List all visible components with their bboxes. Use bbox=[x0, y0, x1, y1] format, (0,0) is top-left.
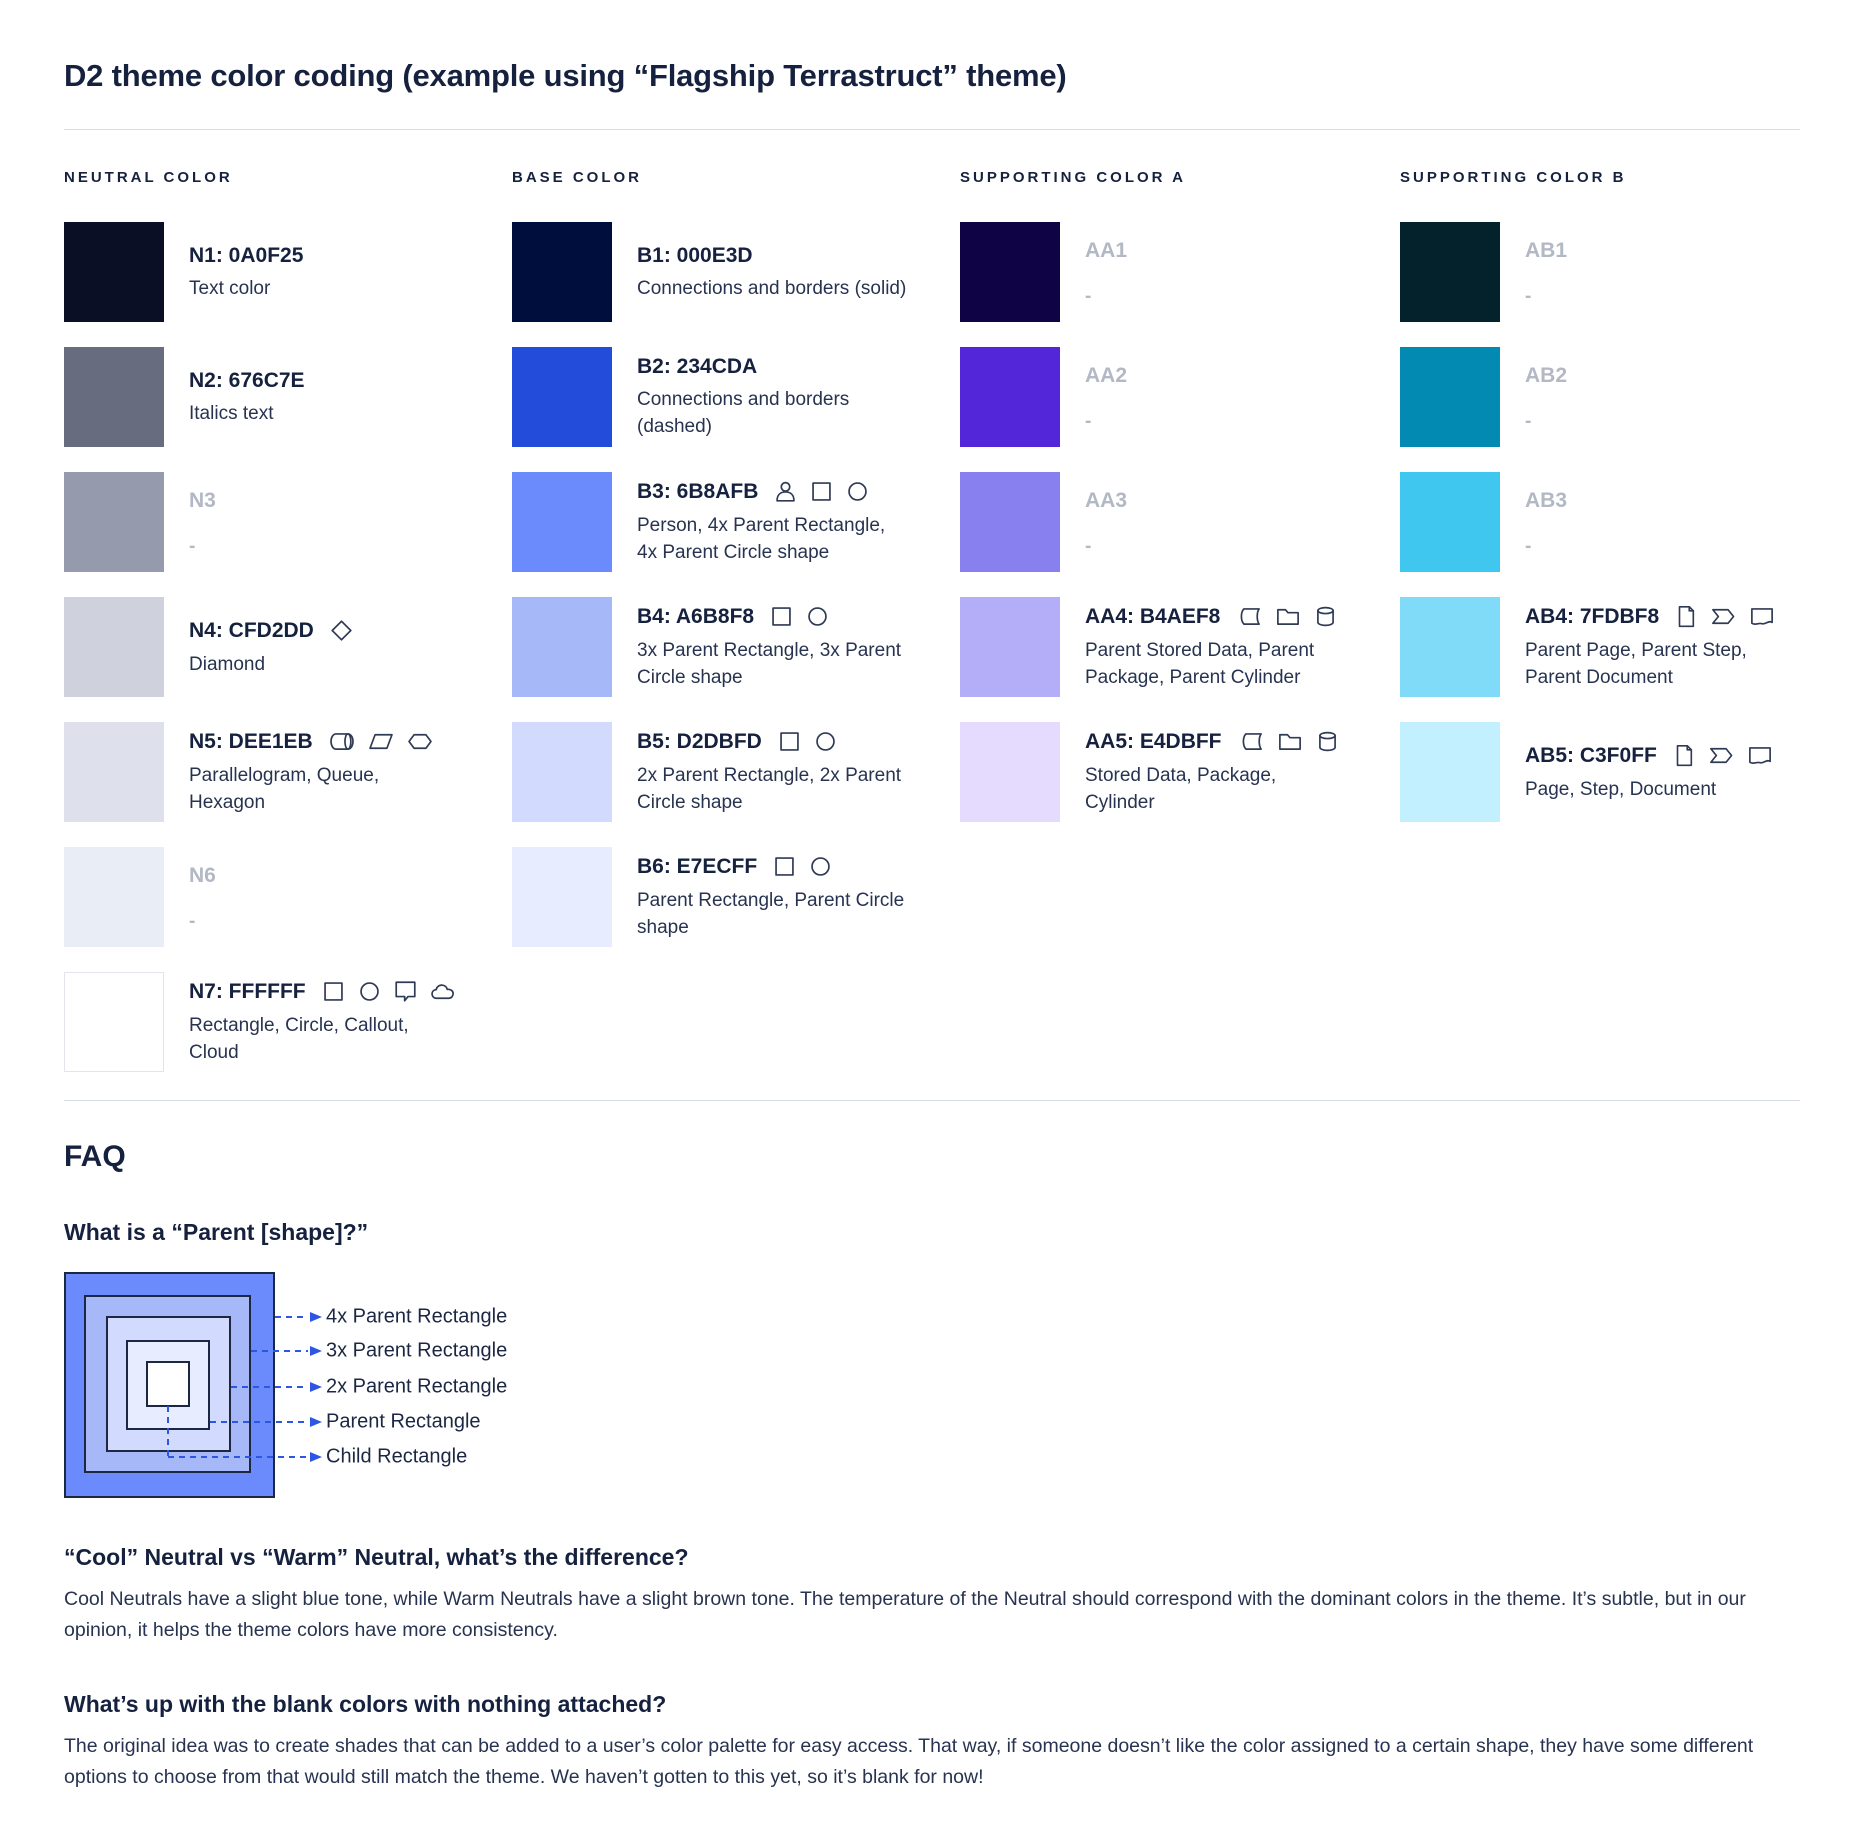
diagram-rect-child bbox=[147, 1362, 189, 1406]
row-description: Page, Step, Document bbox=[1525, 778, 1717, 800]
callout-icon bbox=[392, 978, 419, 1005]
page-title: D2 theme color coding (example using “Flagship Terrastruct” theme) bbox=[64, 58, 1067, 93]
row-text bbox=[1525, 488, 1581, 556]
column-rows bbox=[960, 222, 1396, 822]
queue-icon bbox=[327, 728, 357, 755]
faq-answer-cool-vs-warm: Cool Neutrals have a slight blue tone, while Warm Neutrals have a slight brown tone. The temperature of the Neutral should correspond with the dominant colors in the theme. It’s subtle, but in our opinion, it helps the theme colors have more consistency. bbox=[64, 1588, 1746, 1641]
row-text bbox=[189, 617, 355, 678]
rectangle-icon bbox=[771, 853, 798, 880]
palette-row bbox=[1400, 347, 1836, 447]
palette-column bbox=[1400, 168, 1836, 847]
row-description: - bbox=[1085, 286, 1092, 307]
palette-row bbox=[512, 347, 948, 447]
palette-columns bbox=[64, 168, 1800, 1088]
column-header: NEUTRAL COLOR bbox=[64, 169, 233, 186]
row-description: - bbox=[1085, 536, 1092, 557]
row-text bbox=[637, 603, 907, 691]
palette-row bbox=[64, 972, 500, 1072]
row-label: B2: 234CDA bbox=[637, 355, 758, 378]
row-label: AB5: C3F0FF bbox=[1525, 743, 1657, 767]
hexagon-icon bbox=[405, 728, 435, 755]
row-label: N6 bbox=[189, 864, 216, 887]
faq-section bbox=[64, 1140, 1800, 1793]
row-shape-icons bbox=[1671, 742, 1775, 769]
row-text bbox=[1085, 363, 1141, 431]
row-text bbox=[637, 354, 907, 440]
swatch-n1 bbox=[64, 222, 164, 322]
swatch-b2 bbox=[512, 347, 612, 447]
palette-row bbox=[64, 597, 500, 697]
row-description: - bbox=[1525, 536, 1532, 557]
row-label: B5: D2DBFD bbox=[637, 730, 762, 753]
palette-row bbox=[512, 847, 948, 947]
row-text bbox=[637, 728, 907, 816]
palette-column bbox=[64, 168, 500, 1097]
row-text bbox=[189, 243, 317, 302]
palette-row bbox=[1400, 597, 1836, 697]
column-header: SUPPORTING COLOR B bbox=[1400, 169, 1627, 186]
row-shape-icons bbox=[327, 728, 435, 755]
column-rows bbox=[1400, 222, 1836, 822]
cloud-icon bbox=[428, 978, 458, 1005]
row-description: Rectangle, Circle, Callout, Cloud bbox=[189, 1015, 409, 1063]
palette-row bbox=[512, 472, 948, 572]
section-divider bbox=[64, 1100, 1800, 1101]
row-shape-icons bbox=[328, 617, 355, 644]
row-description: - bbox=[1525, 286, 1532, 307]
diagram-label: Child Rectangle bbox=[326, 1445, 468, 1468]
palette-row bbox=[960, 472, 1396, 572]
palette-row bbox=[64, 722, 500, 822]
palette-row bbox=[960, 222, 1396, 322]
page-icon bbox=[1671, 742, 1697, 769]
row-text bbox=[1085, 728, 1341, 816]
palette-column bbox=[960, 168, 1396, 847]
palette-row bbox=[960, 347, 1396, 447]
row-description: 2x Parent Rectangle, 2x Parent Circle shape bbox=[637, 765, 902, 813]
row-label: AB4: 7FDBF8 bbox=[1525, 605, 1660, 628]
rectangle-icon bbox=[808, 478, 835, 505]
column-rows bbox=[512, 222, 948, 947]
row-description: - bbox=[1085, 411, 1092, 432]
circle-icon bbox=[844, 478, 871, 505]
row-label: AA4: B4AEF8 bbox=[1085, 605, 1221, 628]
parent-shape-diagram bbox=[64, 1272, 664, 1499]
palette-row bbox=[1400, 472, 1836, 572]
palette-row bbox=[64, 222, 500, 322]
palette-row bbox=[1400, 722, 1836, 822]
row-text bbox=[1525, 742, 1775, 803]
row-text bbox=[637, 853, 907, 941]
row-label: AB1 bbox=[1525, 239, 1568, 262]
row-label: N5: DEE1EB bbox=[189, 730, 313, 753]
rectangle-icon bbox=[776, 728, 803, 755]
row-label: AB2 bbox=[1525, 364, 1568, 387]
faq-heading: FAQ bbox=[64, 1140, 126, 1173]
row-description: - bbox=[1525, 411, 1532, 432]
row-description: Parent Rectangle, Parent Circle shape bbox=[637, 890, 905, 938]
diamond-icon bbox=[328, 617, 355, 644]
row-description: Text color bbox=[189, 277, 271, 299]
palette-row bbox=[512, 597, 948, 697]
row-shape-icons bbox=[1673, 603, 1777, 630]
row-shape-icons bbox=[320, 978, 458, 1005]
row-description: 3x Parent Rectangle, 3x Parent Circle shape bbox=[637, 640, 902, 688]
row-text bbox=[189, 368, 319, 427]
swatch-aa2 bbox=[960, 347, 1060, 447]
row-description: Parallelogram, Queue, Hexagon bbox=[189, 765, 380, 813]
row-label: B4: A6B8F8 bbox=[637, 605, 755, 628]
swatch-n5 bbox=[64, 722, 164, 822]
row-shape-icons bbox=[776, 728, 839, 755]
diagram-label: Parent Rectangle bbox=[326, 1410, 481, 1433]
swatch-n6 bbox=[64, 847, 164, 947]
swatch-ab2 bbox=[1400, 347, 1500, 447]
document-icon bbox=[1747, 603, 1777, 630]
row-shape-icons bbox=[768, 603, 831, 630]
row-text bbox=[1085, 603, 1339, 691]
package-icon bbox=[1275, 728, 1305, 755]
diagram-label: 4x Parent Rectangle bbox=[326, 1305, 508, 1328]
row-text bbox=[189, 488, 230, 556]
palette-column bbox=[512, 168, 948, 972]
row-text bbox=[1085, 488, 1141, 556]
palette-row bbox=[1400, 222, 1836, 322]
column-header: SUPPORTING COLOR A bbox=[960, 169, 1186, 186]
circle-icon bbox=[807, 853, 834, 880]
swatch-ab1 bbox=[1400, 222, 1500, 322]
document-icon bbox=[1745, 742, 1775, 769]
row-text bbox=[1525, 363, 1581, 431]
row-description: Connections and borders (solid) bbox=[637, 277, 907, 299]
swatch-b1 bbox=[512, 222, 612, 322]
row-description: Parent Stored Data, Parent Package, Parent Cylinder bbox=[1085, 640, 1315, 688]
diagram-label: 2x Parent Rectangle bbox=[326, 1375, 508, 1398]
row-description: Person, 4x Parent Rectangle, 4x Parent Circle shape bbox=[637, 515, 886, 563]
faq-question-blank-colors: What’s up with the blank colors with nothing attached? bbox=[64, 1691, 667, 1717]
row-label: AA3 bbox=[1085, 489, 1128, 512]
faq-question-parent-shape: What is a “Parent [shape]?” bbox=[64, 1219, 369, 1245]
row-label: N4: CFD2DD bbox=[189, 618, 314, 642]
row-label: N7: FFFFFF bbox=[189, 980, 306, 1003]
row-description: - bbox=[189, 536, 196, 557]
circle-icon bbox=[804, 603, 831, 630]
rectangle-icon bbox=[768, 603, 795, 630]
swatch-n2 bbox=[64, 347, 164, 447]
row-label: B3: 6B8AFB bbox=[637, 480, 759, 503]
circle-icon bbox=[356, 978, 383, 1005]
circle-icon bbox=[812, 728, 839, 755]
column-rows bbox=[64, 222, 500, 1072]
stored-data-icon bbox=[1234, 603, 1264, 630]
row-label: AA1 bbox=[1085, 239, 1128, 262]
rectangle-icon bbox=[320, 978, 347, 1005]
palette-row bbox=[960, 722, 1396, 822]
package-icon bbox=[1273, 603, 1303, 630]
swatch-ab3 bbox=[1400, 472, 1500, 572]
row-shape-icons bbox=[1234, 603, 1339, 630]
row-text bbox=[637, 478, 907, 566]
row-shape-icons bbox=[1236, 728, 1341, 755]
row-description: Parent Page, Parent Step, Parent Document bbox=[1525, 640, 1747, 688]
row-text bbox=[189, 863, 230, 931]
stored-data-icon bbox=[1236, 728, 1266, 755]
palette-row bbox=[512, 722, 948, 822]
row-label: AA2 bbox=[1085, 364, 1128, 387]
swatch-n4 bbox=[64, 597, 164, 697]
diagram-label: 3x Parent Rectangle bbox=[326, 1339, 508, 1362]
swatch-b6 bbox=[512, 847, 612, 947]
swatch-aa4 bbox=[960, 597, 1060, 697]
row-text bbox=[1085, 238, 1141, 306]
row-label: N3 bbox=[189, 489, 216, 512]
swatch-b3 bbox=[512, 472, 612, 572]
row-shape-icons bbox=[771, 853, 834, 880]
row-label: AA5: E4DBFF bbox=[1085, 730, 1222, 753]
swatch-ab5 bbox=[1400, 722, 1500, 822]
swatch-aa1 bbox=[960, 222, 1060, 322]
diagram-arrowheads bbox=[310, 1312, 322, 1462]
person-icon bbox=[772, 478, 799, 505]
palette-row bbox=[512, 222, 948, 322]
column-header: BASE COLOR bbox=[512, 169, 643, 186]
row-label: B1: 000E3D bbox=[637, 243, 753, 267]
row-text bbox=[1525, 238, 1581, 306]
swatch-b5 bbox=[512, 722, 612, 822]
swatch-n7 bbox=[64, 972, 164, 1072]
row-label: N2: 676C7E bbox=[189, 368, 305, 392]
row-text bbox=[1525, 603, 1787, 691]
step-icon bbox=[1706, 742, 1736, 769]
palette-row bbox=[64, 847, 500, 947]
swatch-aa5 bbox=[960, 722, 1060, 822]
row-text bbox=[189, 728, 459, 816]
row-shape-icons bbox=[772, 478, 871, 505]
palette-row bbox=[64, 347, 500, 447]
palette-row bbox=[960, 597, 1396, 697]
row-label: N1: 0A0F25 bbox=[189, 243, 304, 267]
swatch-ab4 bbox=[1400, 597, 1500, 697]
palette-row bbox=[64, 472, 500, 572]
row-description: Connections and borders (dashed) bbox=[637, 389, 850, 437]
diagram-labels bbox=[326, 1272, 656, 1499]
step-icon bbox=[1708, 603, 1738, 630]
cylinder-icon bbox=[1314, 728, 1341, 755]
row-text bbox=[189, 978, 459, 1066]
page-icon bbox=[1673, 603, 1699, 630]
row-label: AB3 bbox=[1525, 489, 1568, 512]
row-description: Diamond bbox=[189, 653, 266, 675]
parallelogram-icon bbox=[366, 728, 396, 755]
title-divider bbox=[64, 129, 1800, 130]
row-description: - bbox=[189, 911, 196, 932]
faq-question-cool-vs-warm: “Cool” Neutral vs “Warm” Neutral, what’s the difference? bbox=[64, 1544, 689, 1570]
cylinder-icon bbox=[1312, 603, 1339, 630]
faq-answer-blank-colors: The original idea was to create shades that can be added to a user’s color palette for easy access. That way, if someone doesn’t like the color assigned to a certain shape, they have some different options to choose from that would still match the theme. We haven’t gotten to this yet, so it’s blank for now! bbox=[64, 1735, 1754, 1788]
row-label: B6: E7ECFF bbox=[637, 855, 758, 878]
row-description: Italics text bbox=[189, 402, 274, 424]
nested-rectangles-figure bbox=[64, 1272, 334, 1499]
swatch-b4 bbox=[512, 597, 612, 697]
swatch-n3 bbox=[64, 472, 164, 572]
row-text bbox=[637, 243, 906, 302]
swatch-aa3 bbox=[960, 472, 1060, 572]
row-description: Stored Data, Package, Cylinder bbox=[1085, 765, 1277, 813]
